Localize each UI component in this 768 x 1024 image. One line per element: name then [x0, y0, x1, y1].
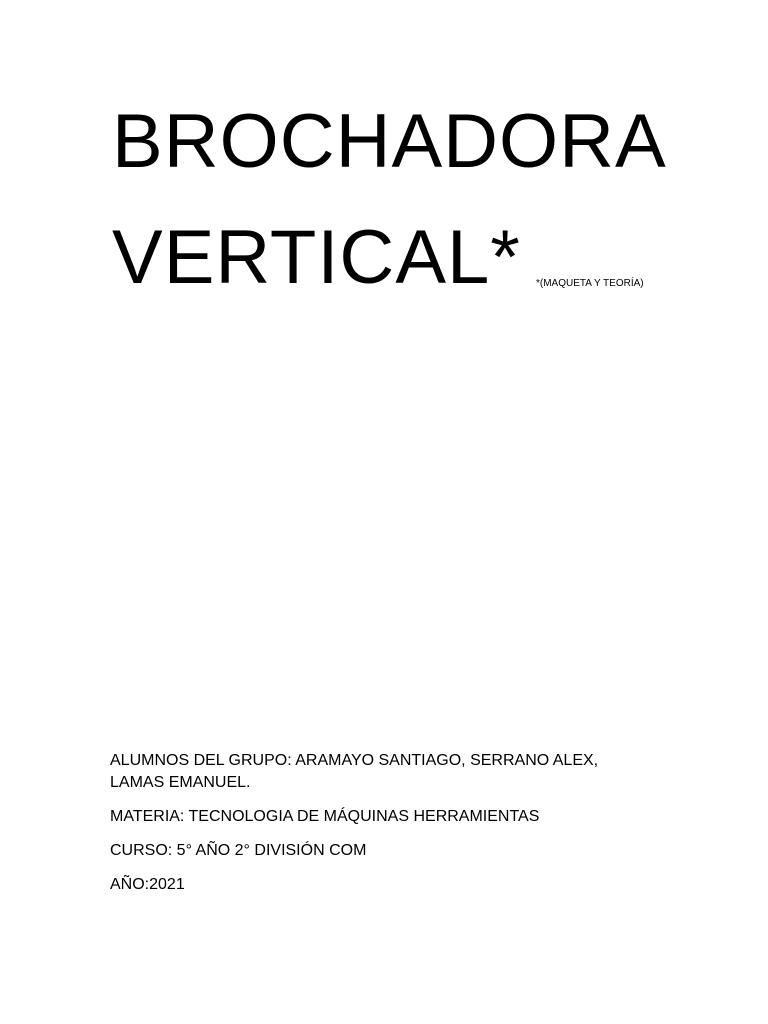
- students-line-2: LAMAS EMANUEL.: [110, 774, 251, 791]
- students-line-1: ALUMNOS DEL GRUPO: ARAMAYO SANTIAGO, SERRANO ALEX,: [110, 752, 599, 769]
- course-line: CURSO: 5° AÑO 2° DIVISIÓN COM: [110, 842, 367, 859]
- subject-line: MATERIA: TECNOLOGIA DE MÁQUINAS HERRAMIENTAS: [110, 808, 540, 825]
- document-title-line-2: VERTICAL*: [112, 215, 521, 300]
- cover-info-block: [110, 750, 670, 908]
- year-line: AÑO:2021: [110, 876, 185, 893]
- title-footnote: *(MAQUETA Y TEORÍA): [536, 278, 644, 289]
- document-title-line-1: BROCHADORA: [112, 99, 667, 184]
